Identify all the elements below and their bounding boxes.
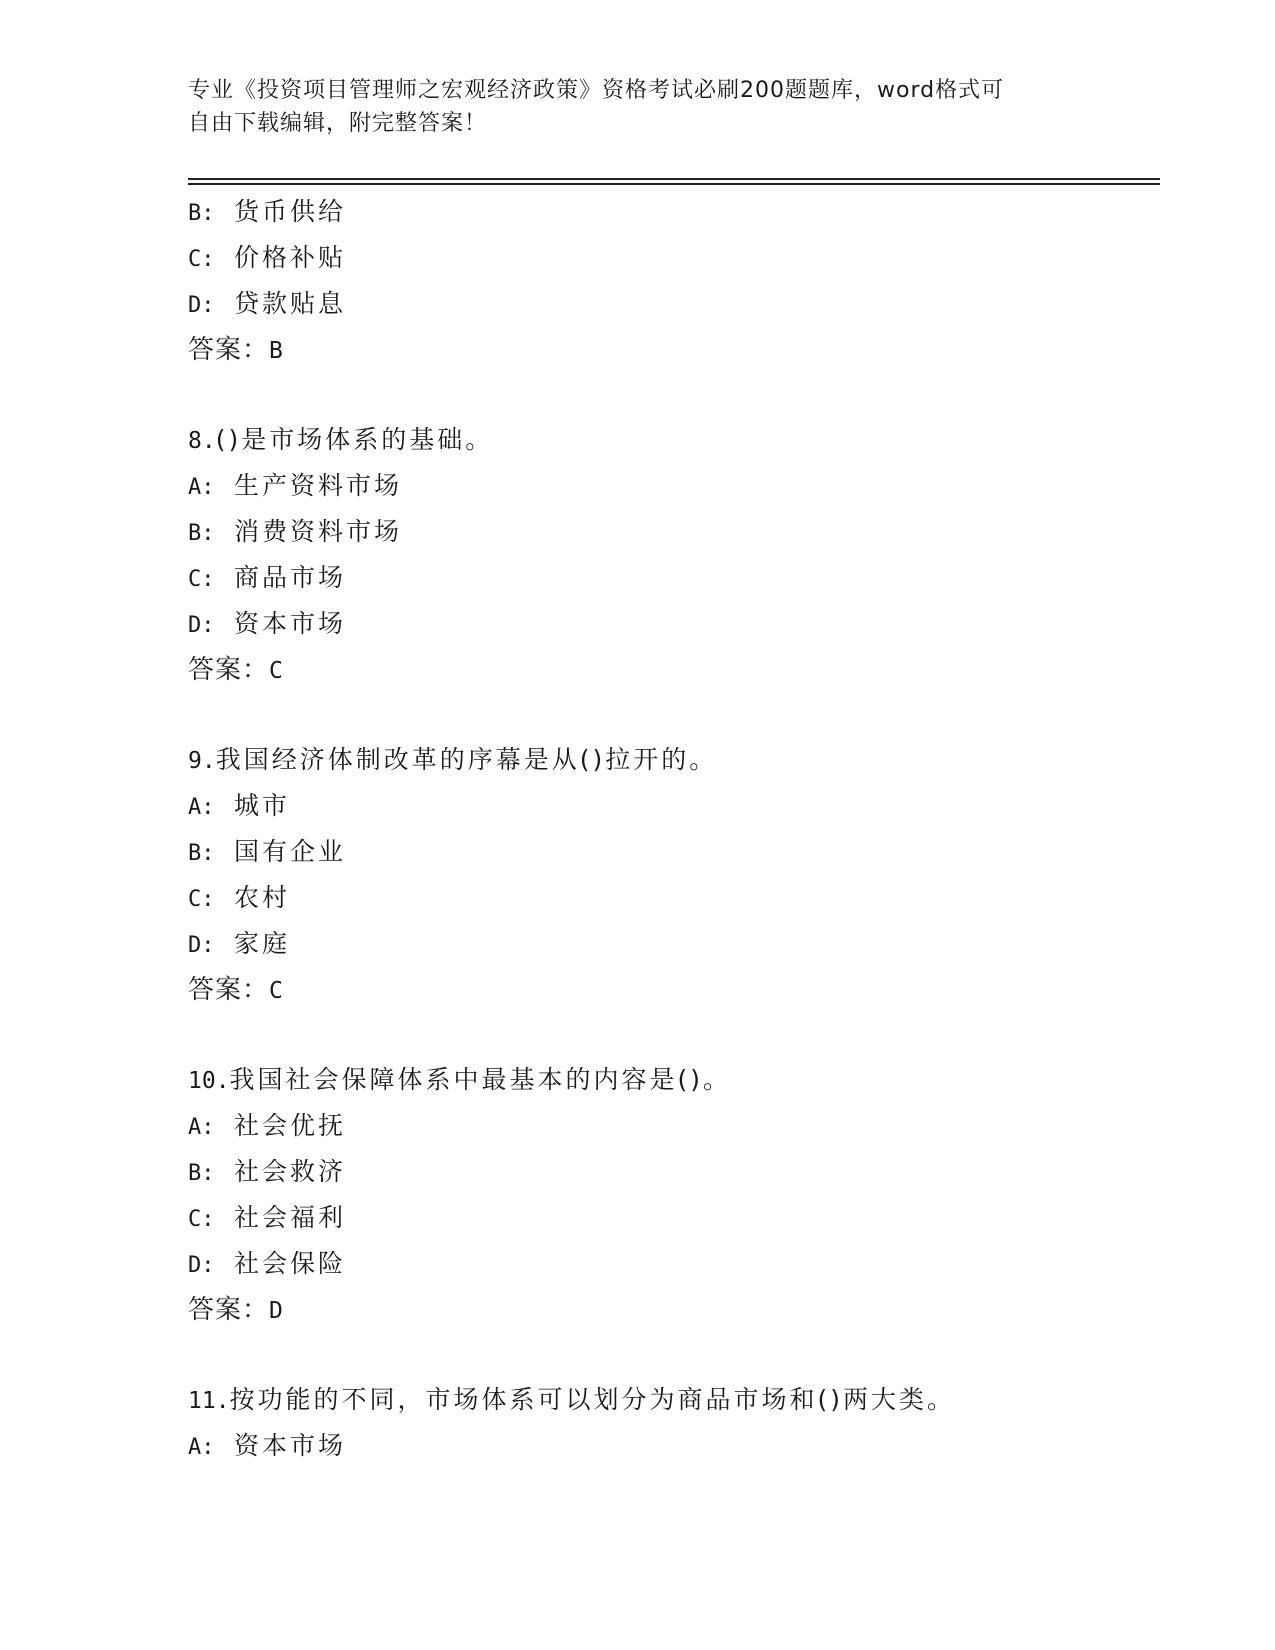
option-letter: A:: [188, 1435, 215, 1460]
question-text: 按功能的不同，市场体系可以划分为商品市场和()两大类。: [229, 1385, 956, 1414]
option-d: [188, 1241, 1148, 1287]
option-text: 社会优抚: [234, 1111, 347, 1140]
option-letter: D:: [188, 293, 215, 318]
question-stem: [188, 1377, 1148, 1423]
option-c: [188, 555, 1148, 601]
option-letter: B:: [188, 201, 215, 226]
answer-line: [188, 647, 1148, 693]
header-line-2: 自由下载编辑，附完整答案！: [188, 111, 488, 136]
question-stem: [188, 737, 1148, 783]
question-list: [188, 189, 1148, 1469]
option-b: [188, 829, 1148, 875]
option-text: 城市: [234, 791, 291, 820]
question-11: [188, 1377, 1148, 1469]
option-b: [188, 509, 1148, 555]
option-letter: B:: [188, 521, 215, 546]
answer-line: [188, 967, 1148, 1013]
question-number: 11.: [188, 1388, 230, 1414]
question-text: 我国社会保障体系中最基本的内容是()。: [229, 1065, 732, 1094]
option-letter: A:: [188, 795, 215, 820]
question-text: 我国经济体制改革的序幕是从()拉开的。: [215, 745, 718, 774]
answer-value: C: [269, 658, 284, 684]
option-text: 社会救济: [234, 1157, 347, 1186]
option-text: 生产资料市场: [234, 471, 403, 500]
question-number: 8.: [188, 428, 216, 454]
option-text: 社会保险: [234, 1249, 347, 1278]
option-b: [188, 1149, 1148, 1195]
option-c: [188, 875, 1148, 921]
option-b: [188, 189, 1148, 235]
option-letter: C:: [188, 887, 215, 912]
question-number: 9.: [188, 748, 216, 774]
option-text: 价格补贴: [234, 243, 347, 272]
answer-label: 答案：: [188, 975, 270, 1005]
question-number: 10.: [188, 1068, 230, 1094]
option-letter: B:: [188, 841, 215, 866]
option-letter: B:: [188, 1161, 215, 1186]
option-a: [188, 1103, 1148, 1149]
option-text: 资本市场: [234, 1431, 347, 1460]
option-text: 消费资料市场: [234, 517, 403, 546]
option-letter: D:: [188, 613, 215, 638]
option-text: 商品市场: [234, 563, 347, 592]
option-letter: A:: [188, 475, 215, 500]
option-letter: A:: [188, 1115, 215, 1140]
question-stem: [188, 1057, 1148, 1103]
option-d: [188, 921, 1148, 967]
option-text: 社会福利: [234, 1203, 347, 1232]
partial-question: [188, 189, 1148, 373]
option-letter: D:: [188, 933, 215, 958]
answer-value: C: [269, 978, 284, 1004]
answer-line: [188, 327, 1148, 373]
answer-label: 答案：: [188, 335, 270, 365]
option-text: 货币供给: [234, 197, 347, 226]
option-letter: C:: [188, 1207, 215, 1232]
answer-label: 答案：: [188, 655, 270, 685]
answer-value: B: [269, 338, 284, 364]
answer-label: 答案：: [188, 1295, 270, 1325]
answer-line: [188, 1287, 1148, 1333]
option-a: [188, 1423, 1148, 1469]
option-text: 国有企业: [234, 837, 347, 866]
question-stem: [188, 417, 1148, 463]
option-letter: D:: [188, 1253, 215, 1278]
question-8: [188, 417, 1148, 693]
option-text: 农村: [234, 883, 291, 912]
option-c: [188, 235, 1148, 281]
header-divider-top: [188, 178, 1160, 180]
answer-value: D: [269, 1298, 284, 1324]
option-letter: C:: [188, 247, 215, 272]
option-d: [188, 601, 1148, 647]
option-a: [188, 463, 1148, 509]
document-header: [188, 74, 1068, 140]
option-a: [188, 783, 1148, 829]
question-10: [188, 1057, 1148, 1333]
header-divider-bottom: [188, 183, 1160, 185]
option-text: 贷款贴息: [234, 289, 347, 318]
option-text: 家庭: [234, 929, 291, 958]
option-text: 资本市场: [234, 609, 347, 638]
option-letter: C:: [188, 567, 215, 592]
option-c: [188, 1195, 1148, 1241]
option-d: [188, 281, 1148, 327]
header-line-1: 专业《投资项目管理师之宏观经济政策》资格考试必刷200题题库，word格式可: [188, 78, 1005, 103]
question-9: [188, 737, 1148, 1013]
question-text: ()是市场体系的基础。: [215, 425, 494, 454]
